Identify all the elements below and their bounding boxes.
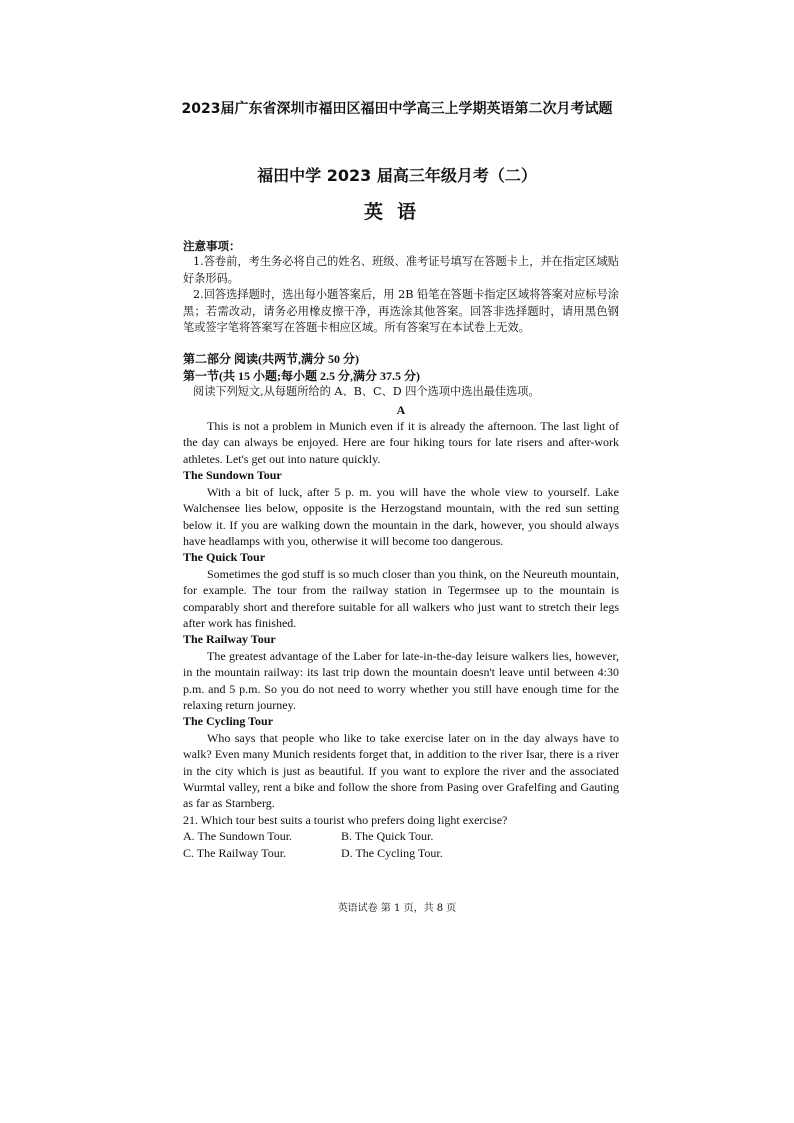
part-title: 第二部分 阅读(共两节,满分 50 分) xyxy=(183,352,359,367)
passage-letter: A xyxy=(396,402,406,417)
tour-text: Who says that people who like to take exercise later on in the day always have to walk? Even many Munich residents forget that, in addition to the river Isar, there is a river in the city which is just as beautiful. If you want to explore the river and the associated Wurmtal valley, rent a bike and follow the shore from Pasing over Grafelfing and Gauting as far as Starnberg. xyxy=(183,730,619,811)
tour-heading: The Sundown Tour xyxy=(183,468,282,483)
notice-label: 注意事项： xyxy=(183,239,241,253)
tour-text: With a bit of luck, after 5 p. m. you will have the whole view to yourself. Lake Walchensee lies below, opposite is the Herzogstand mountain, with the red sun setting below it. If you are walking down the mountain in the dark, however, you should always have headlamps with you, otherwise it will become too dangerous. xyxy=(183,484,619,548)
subject-title: 英语 xyxy=(363,201,430,223)
section-title: 第一节(共 15 小题;每小题 2.5 分,满分 37.5 分) xyxy=(183,368,420,383)
exam-body xyxy=(183,238,619,861)
tour-heading: The Railway Tour xyxy=(183,632,276,647)
page-footer: 英语试卷 第 1 页，共 8 页 xyxy=(337,903,457,914)
document-header: 2023届广东省深圳市福田区福田中学高三上学期英语第二次月考试题 xyxy=(181,101,613,117)
option-a: A. The Sundown Tour. xyxy=(183,829,293,844)
option-c: C. The Railway Tour. xyxy=(183,845,287,860)
notice-item-2: 2.回答选择题时，选出每小题答案后，用 2B 铅笔在答题卡指定区域将答案对应标号涂黑；若需改动，请务必用橡皮擦干净，再选涂其他答案。回答非选择题时，请用黑色钢笔或签字笔将答案写在答题卡相应区域。所有答案写在本试卷上无效。 xyxy=(183,288,619,335)
exam-title: 福田中学 2023 届高三年级月考（二） xyxy=(257,166,537,185)
tour-heading: The Quick Tour xyxy=(183,550,266,565)
passage-intro: This is not a problem in Munich even if it is already the afternoon. The last light of the day can always be enjoyed. Here are four hiking tours for late risers and after-work athletes. Let's get out into nature quickly. xyxy=(183,419,619,466)
tour-text: Sometimes the god stuff is so much closer than you think, on the Neureuth mountain, for example. The tour from the railway station in Tegermsee up to the mountain is comparably short and therefore suitable for all walkers who just want to stretch their legs after work has finished. xyxy=(183,566,619,630)
tour-text: The greatest advantage of the Laber for late-in-the-day leisure walkers lies, however, in the mountain railway: its last trip down the mountain doesn't leave until between 4:30 p.m. and 5 p.m. So you do not need to worry whether you still have enough time for the relaxing return journey. xyxy=(183,648,619,712)
notice-item-1: 1.答卷前，考生务必将自己的姓名、班级、准考证号填写在答题卡上，并在指定区域贴好条形码。 xyxy=(183,255,619,285)
option-d: D. The Cycling Tour. xyxy=(341,845,443,860)
option-b: B. The Quick Tour. xyxy=(341,829,434,844)
question-stem: 21. Which tour best suits a tourist who prefers doing light exercise? xyxy=(183,812,508,827)
instruction: 阅读下列短文,从每题所给的 A、B、C、D 四个选项中选出最佳选项。 xyxy=(193,385,540,399)
options-grid xyxy=(183,828,619,861)
tour-heading: The Cycling Tour xyxy=(183,714,274,729)
